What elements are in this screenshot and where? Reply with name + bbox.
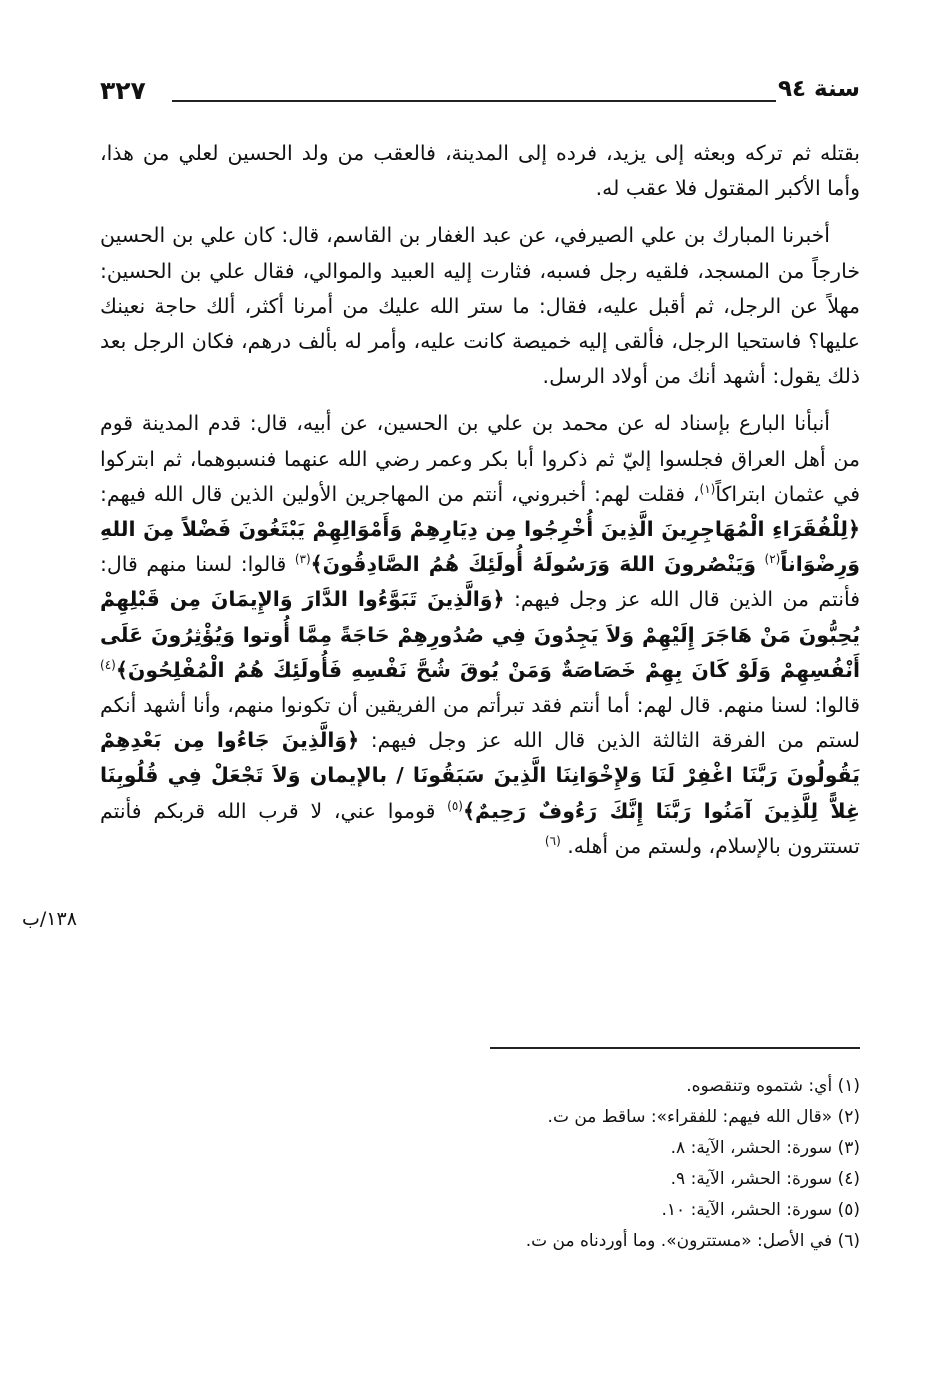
- footnote-2: (٢) «قال الله فيهم: للفقراء»: ساقط من ت.: [547, 1107, 860, 1127]
- manuscript-folio-marker: ١٣٨/ب: [22, 908, 77, 930]
- quran-verse-1b: وَيَنْصُرونَ اللهَ وَرَسُولَهُ أُولَئِكَ هُمُ الصَّادِقُونَ﴾: [310, 552, 756, 577]
- footnote-5: (٥) سورة: الحشر، الآية: ١٠.: [661, 1200, 860, 1220]
- footnote-1: (١) أي: شتموه وتنقصوه.: [686, 1076, 860, 1096]
- footnote-ref-1: (١): [699, 482, 716, 496]
- footnote-rule: [490, 1047, 860, 1049]
- paragraph-3: [100, 406, 860, 864]
- paragraph-3-part-5: قوموا عني، لا قرب الله قربكم فأنتم تستترون بالإسلام، ولستم من أهله.: [100, 798, 860, 858]
- footnote-3: (٣) سورة: الحشر، الآية: ٨.: [670, 1138, 860, 1158]
- paragraph-3-part-1: أنبأنا البارع بإسناد له عن محمد بن علي بن الحسين، عن أبيه، قال: قدم المدينة قوم من أهل العراق فجلسوا إليّ ثم ذكروا أبا بكر وعمر رضي الله عنهما فنسبوهما، ثم ابتركوا في عثمان ابتراكاً: [100, 411, 860, 506]
- footnotes: [100, 1071, 860, 1257]
- quran-verse-2: ﴿وَالَّذِينَ تَبَوَّءُوا الدَّارَ وَالإِيمَانَ مِن قَبْلِهِمْ يُحِبُّونَ مَنْ هَاجَرَ إِلَيْهِمْ وَلاَ يَجِدُونَ فِي صُدُورِهِمْ حَاجَةً مِمَّا أُوتوا وَيُؤْثِرُونَ عَلَى أَنْفُسِهِمْ وَلَوْ كَانَ بِهِمْ خَصَاصَةٌ وَمَنْ يُوقَ شُحَّ نَفْسِهِ فَأُولَئِكَ هُمُ الْمُفْلِحُونَ﴾: [100, 587, 860, 682]
- footnote-ref-6: (٦): [544, 834, 561, 849]
- footnote-ref-5: (٥): [447, 798, 463, 813]
- footnote-ref-4: (٤): [100, 658, 116, 673]
- main-text: [100, 136, 860, 876]
- paragraph-3-part-4: قالوا: لسنا منهم. قال لهم: أما أنتم فقد تبرأتم من الفريقين أن تكونوا منهم، وأنا أشهد أنكم لستم من الفرقة الثالثة الذين قال الله عز وجل فيهم:: [100, 693, 861, 753]
- page-number: ٣٢٧: [100, 76, 146, 105]
- footnote-4: (٤) سورة: الحشر، الآية: ٩.: [670, 1169, 860, 1189]
- running-head-year: سنة ٩٤: [777, 76, 860, 102]
- footnote-ref-3: (٣): [294, 552, 311, 567]
- footnote-6: (٦) في الأصل: «مستترون». وما أوردناه من ت.: [525, 1231, 860, 1251]
- footnote-ref-2: (٢): [764, 552, 781, 567]
- page-header: [100, 76, 860, 116]
- quran-verse-1a: ﴿لِلْفُقَرَاءِ الْمُهَاجِرِينَ الَّذِينَ أُخْرِجُوا مِن دِيَارِهِمْ وَأَمْوَالِهِمْ يَبْتَغُونَ فَضْلاً مِنَ اللهِ وَرِضْوَاناً: [100, 517, 860, 577]
- header-rule: [172, 100, 776, 102]
- paragraph-3-part-3: قالوا: لسنا منهم قال: فأنتم من الذين قال الله عز وجل فيهم:: [100, 552, 860, 612]
- paragraph-2: أخبرنا المبارك بن علي الصيرفي، عن عبد الغفار بن القاسم، قال: كان علي بن الحسين خارجاً من المسجد، فلقيه رجل فسبه، فثارت إليه العبيد والموالي، فقال علي بن الحسين: مهلاً عن الرجل، ثم أقبل عليه، فقال: ما ستر الله عليك من أمرنا أكثر، ألك حاجة نعينك عليها؟ فاستحيا الرجل، فألقى إليه خميصة كانت عليه، وأمر له بألف درهم، فكان الرجل بعد ذلك يقول: أشهد أنك من أولاد الرسل.: [100, 223, 860, 389]
- paragraph-3-part-2: ، فقلت لهم: أخبروني، أنتم من المهاجرين الأولين الذين قال الله فيهم:: [100, 481, 700, 506]
- quran-verse-3: ﴿وَالَّذِينَ جَاءُوا مِن بَعْدِهِمْ يَقُولُونَ رَبَّنَا اغْفِرْ لَنَا وَلإِخْوَانِنَا الَّذِينَ سَبَقُونَا / بالإيمان وَلاَ تَجْعَلْ فِي قُلُوبِنَا غِلاًّ لِلَّذِينَ آمَنُوا رَبَّنَا إِنَّكَ رَءُوفٌ رَحِيمٌ﴾: [100, 728, 860, 823]
- paragraph-1: بقتله ثم تركه وبعثه إلى يزيد، فرده إلى المدينة، فالعقب من ولد الحسين لعلي من هذا، وأما الأكبر المقتول فلا عقب له.: [100, 141, 860, 201]
